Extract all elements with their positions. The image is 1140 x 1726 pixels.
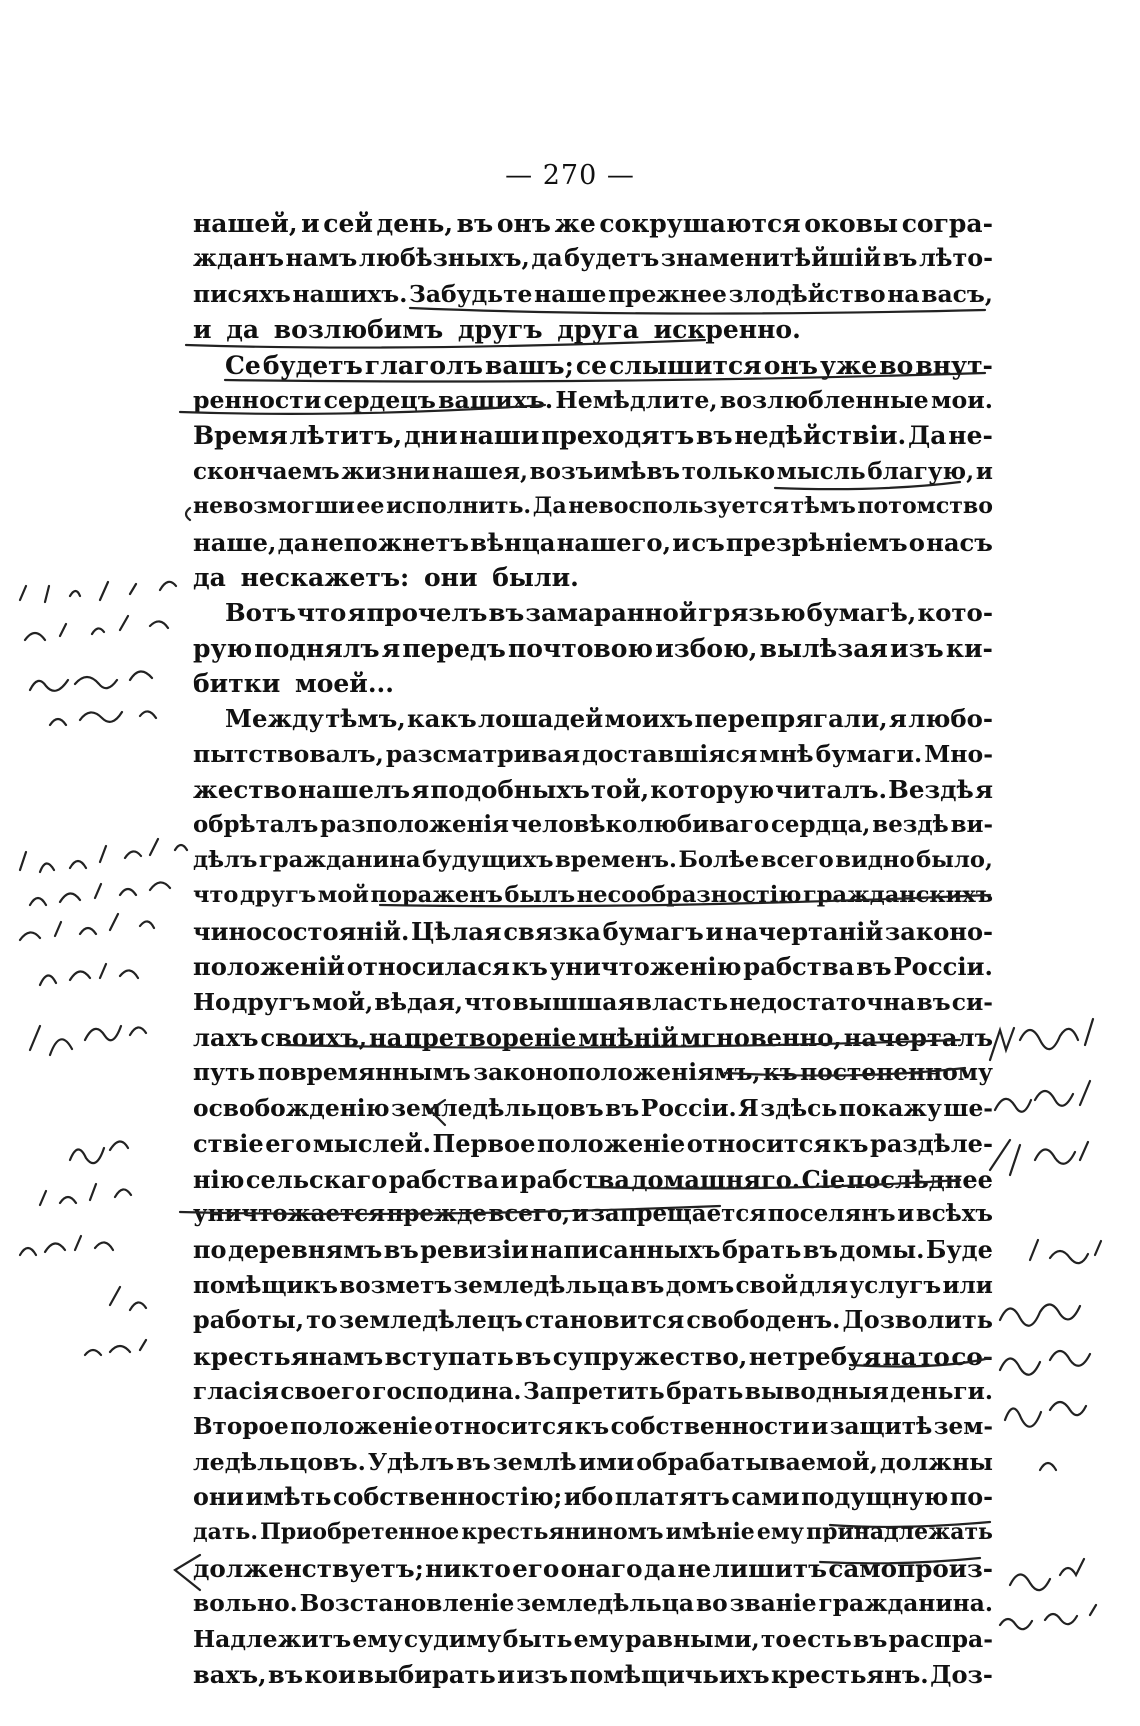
text-line: рую поднялъ я передъ почтовою избою, вылѣзая изъ ки- (193, 633, 993, 663)
text-line: что другъ мой пораженъ былъ несообразностію гражданскихъ (193, 882, 993, 909)
margin-scribble (1005, 1402, 1086, 1427)
margin-scribble (40, 964, 138, 985)
margin-scribble (1000, 1605, 1096, 1629)
margin-scribble (1010, 1559, 1084, 1590)
margin-scribble (1000, 1351, 1090, 1375)
text-line: ледѣльцовъ. Удѣлъ въ землѣ ими обрабатываемой, должны (193, 1447, 993, 1476)
bracket-mark (186, 508, 190, 520)
text-line: крестьянамъ вступать въ супружество, нетребуя на то со- (193, 1341, 993, 1371)
margin-scribble (85, 1340, 146, 1355)
page-number: — 270 — (505, 160, 635, 191)
text-line: они имѣть собственностію; ибо платятъ сами подущную по- (193, 1483, 993, 1512)
body-text (193, 206, 993, 1692)
text-line: путь повремяннымъ законоположеніямъ, къ постепенному (193, 1059, 993, 1087)
margin-scribble (1030, 1240, 1101, 1263)
text-line: Вотъ что я прочелъ въ замаранной грязью бумагѣ, кото- (225, 598, 993, 628)
text-line: жданъ намъ любѣзныхъ, да будетъ знаменитѣйшій въ лѣто- (193, 244, 993, 273)
text-line: наше, да непожнетъ вѣнца нашего, и съ презрѣніемъ о насъ (193, 527, 993, 557)
text-line: невозмогши ее исполнить. Да невоспользуется тѣмъ потомство (193, 493, 993, 520)
text-line: скончаемъ жизни нашея, возъимѣвъ только мысль благую, и (193, 457, 993, 485)
text-line: положеній относилася къ уничтоженію рабства въ Россіи. (193, 952, 993, 982)
margin-scribble (990, 1140, 1088, 1175)
text-line: нашей, и сей день, въ онъ же сокрушаются оковы согра- (193, 209, 993, 238)
margin-scribble (25, 616, 168, 640)
text-line: Время лѣтитъ, дни наши преходятъ въ недѣйствіи. Да не- (193, 421, 993, 451)
margin-scribble (995, 1081, 1090, 1112)
text-line: нію сельскаго рабства и рабства домашняго. Сіе послѣднее (193, 1164, 993, 1194)
margin-scribble (20, 914, 154, 940)
text-line: долженствуетъ; никто его онаго да не лишитъ самопроиз- (193, 1553, 993, 1583)
text-line: ренности сердецъ вашихъ. Немѣдлите, возлюбленные мои. (193, 385, 993, 414)
text-line: вольно. Возстановленіе земледѣльца во званіе гражданина. (193, 1590, 993, 1618)
text-line: Второе положеніе относится къ собственности и защитѣ зем- (193, 1413, 993, 1441)
text-line: Между тѣмъ, какъ лошадей моихъ перепрягали, я любо- (225, 704, 993, 734)
text-line: дать. Приобретенное крестьяниномъ имѣніе ему принадлежать (193, 1519, 993, 1546)
margin-scribble (110, 1287, 146, 1310)
margin-scribble (990, 1019, 1093, 1060)
text-line: помѣщикъ возметъ земледѣльца въ домъ свой для услугъ или (193, 1271, 993, 1299)
text-line: ствіе его мыслей. Первое положеніе относится къ раздѣле- (193, 1129, 993, 1159)
margin-scribble (30, 1026, 146, 1055)
text-line: по деревнямъ въ ревизіи написанныхъ брать въ домы. Буде (193, 1235, 993, 1265)
text-line: Надлежитъ ему судиму быть ему равными, то есть въ распра- (193, 1624, 993, 1653)
margin-scribble (50, 711, 156, 725)
text-line: писяхъ нашихъ. Забудьте наше прежнее злодѣйство на васъ, (193, 279, 993, 308)
text-line: жество нашелъ я подобныхъ той, которую читалъ. Вездѣ я (193, 775, 993, 805)
margin-scribble (70, 1141, 128, 1163)
text-line: Се будетъ глаголъ вашъ; се слышится онъ уже во внут- (225, 350, 993, 380)
text-line: гласія своего господина. Запретить брать выводныя деньги. (193, 1377, 993, 1405)
margin-scribble (20, 839, 187, 872)
text-line: обрѣталъ разположенія человѣколюбиваго сердца, вездѣ ви- (193, 811, 993, 838)
text-line: битки моей... (193, 669, 394, 699)
text-line: лахъ своихъ, на претвореніе мнѣній мгновенно, начерталъ (193, 1022, 993, 1052)
text-line: освобожденію земледѣльцовъ въ Россіи. Я здѣсь покажу ше- (193, 1093, 993, 1122)
text-line: и да возлюбимъ другъ друга искренно. (193, 315, 801, 345)
text-line: Но другъ мой, вѣдая, что вышшая власть недостаточна въ си- (193, 987, 993, 1016)
margin-scribble (30, 882, 170, 905)
text-line: работы, то земледѣлецъ становится свободенъ. Дозволить (193, 1306, 993, 1335)
text-line: вахъ, въ кои выбирать и изъ помѣщичьихъ крестьянъ. Доз- (193, 1660, 993, 1690)
margin-scribble (40, 1184, 131, 1205)
margin-scribble (30, 671, 152, 690)
text-line: пытствовалъ, разсматривая доставшіяся мнѣ бумаги. Мно- (193, 739, 993, 768)
margin-scribble (20, 582, 176, 602)
text-line: уничтожается прежде всего, и запрещается поселянъ и всѣхъ (193, 1200, 993, 1227)
text-line: дѣлъ гражданина будущихъ временъ. Болѣе всего видно было, (193, 847, 993, 874)
text-line: чиносостояній. Цѣлая связка бумагъ и начертаній законо- (193, 916, 993, 946)
text-line: да нескажетъ: они были. (193, 562, 579, 592)
margin-scribble (1040, 1463, 1056, 1470)
margin-scribble (1000, 1304, 1080, 1325)
margin-scribble (20, 1236, 113, 1255)
